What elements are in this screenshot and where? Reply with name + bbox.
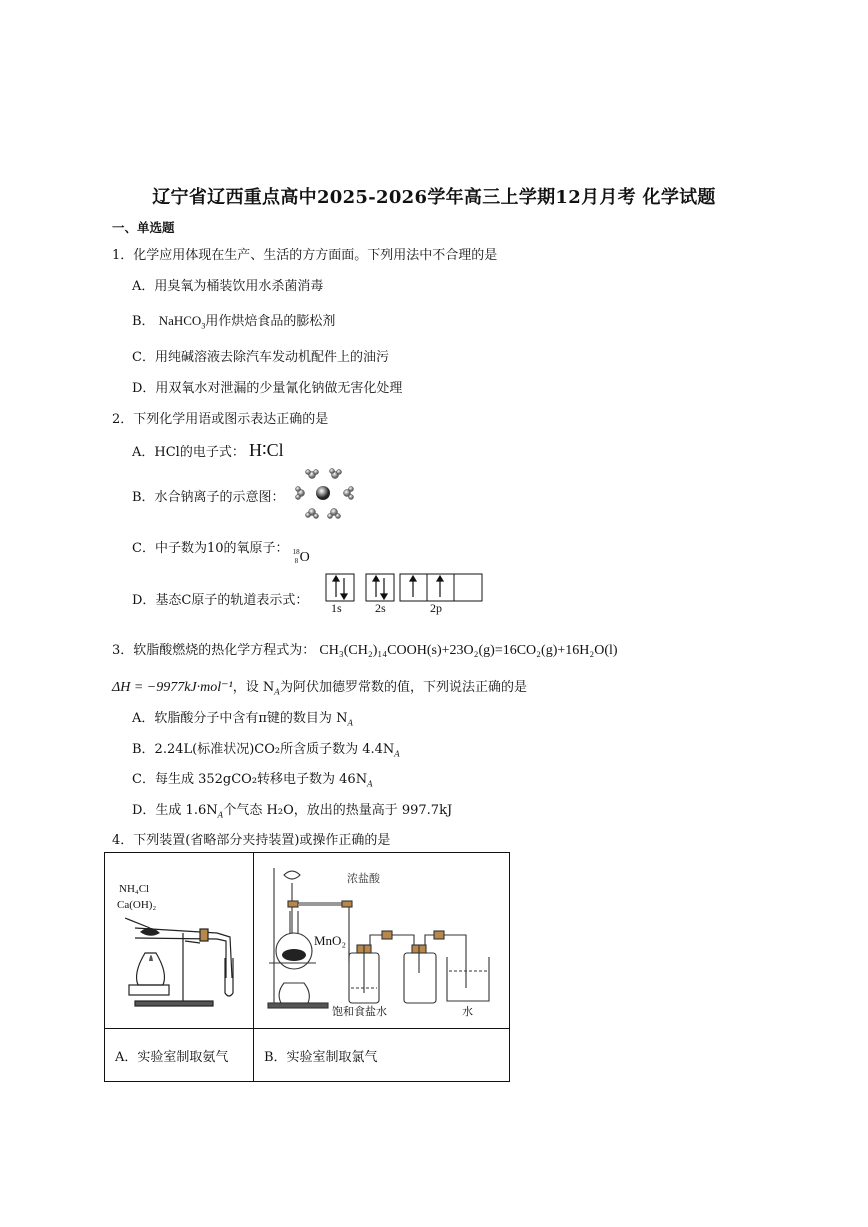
q3-option-c	[132, 768, 373, 789]
question-2-stem: 2．下列化学用语或图示表达正确的是	[112, 412, 329, 427]
q3-option-d	[132, 799, 452, 820]
orbital-label-2s: 2s	[375, 601, 386, 615]
q3-d-na-sub: A	[217, 810, 224, 820]
nh4cl-label: NH₄Cl	[119, 883, 150, 895]
q3-stem-text: 3．软脂酸燃烧的热化学方程式为：	[112, 643, 316, 658]
q1-option-d: D．用双氧水对泄漏的少量氰化钠做无害化处理	[132, 381, 403, 396]
orbital-label-2p: 2p	[430, 601, 442, 615]
q3-stem-end: 为阿伏加德罗常数的值，下列说法正确的是	[280, 680, 528, 695]
caoh2-label: Ca(OH)₂	[117, 899, 157, 911]
q1-option-b-prefix: B．	[132, 314, 155, 329]
q1-option-c: C．用纯碱溶液去除汽车发动机配件上的油污	[132, 350, 389, 365]
chlorine-apparatus-drawing	[254, 853, 509, 1028]
q3-option-d-post: 个气态 H₂O，放出的热量高于 997.7kJ	[223, 803, 453, 818]
apparatus-table	[104, 852, 510, 1082]
saturated-brine-label: 饱和食盐水	[332, 1005, 387, 1018]
oxygen-symbol: O	[299, 550, 310, 565]
water-label: 水	[462, 1005, 473, 1018]
q3-c-na-sub: A	[367, 779, 373, 789]
q3-na-sub: A	[274, 687, 281, 697]
q1-b-formula-main: NaHCO	[158, 313, 202, 328]
apparatus-a-cell	[105, 853, 254, 1029]
q3-enthalpy-line	[112, 676, 527, 697]
hydrated-sodium-ion-diagram	[292, 466, 358, 522]
q3-option-b-text: B．2.24L(标准状况)CO₂所含质子数为 4.4N	[132, 742, 395, 757]
q2-option-b-text: B．水合钠离子的示意图：	[132, 490, 285, 505]
oxygen-atomic-number: 8	[294, 557, 299, 565]
q3-a-na-sub: A	[347, 718, 354, 728]
mno2-label: MnO₂	[314, 933, 346, 948]
concentrated-hcl-label: 浓盐酸	[347, 872, 380, 885]
q1-b-formula-sub: 3	[201, 321, 206, 331]
q3-option-d-pre: D．生成 1.6N	[132, 803, 218, 818]
orbital-label-1s: 1s	[331, 601, 342, 615]
q1-option-b-formula	[158, 313, 206, 331]
q1-option-b-text: 用作烘焙食品的膨松剂	[205, 314, 336, 329]
orbital-diagram	[325, 573, 485, 603]
ammonia-apparatus-drawing	[105, 853, 253, 1028]
apparatus-b-cell	[254, 853, 510, 1029]
q3-option-b	[132, 738, 400, 759]
question-3-stem	[112, 639, 618, 659]
q3-enthalpy: ΔH = −9977kJ·mol⁻¹	[112, 680, 233, 695]
q3-option-a	[132, 707, 353, 728]
page-title: 辽宁省辽西重点高中2025-2026学年高三上学期12月月考 化学试题	[152, 187, 716, 208]
q1-option-b	[132, 310, 335, 331]
q2-option-c-text: C．中子数为10的氧原子：	[132, 541, 289, 556]
hcl-electron-formula: H∶Cl	[248, 440, 284, 460]
question-4-stem: 4．下列装置(省略部分夹持装置)或操作正确的是	[112, 833, 391, 848]
oxygen-mass-number: 18	[292, 548, 300, 556]
section-heading: 一、单选题	[112, 220, 175, 235]
q3-option-a-text: A．软脂酸分子中含有π键的数目为 N	[132, 711, 348, 726]
q2-option-a	[132, 440, 284, 461]
q3-option-c-text: C．每生成 352gCO₂转移电子数为 46N	[132, 772, 368, 787]
q3-thermochemical-equation: CH₃(CH₂)₁₄COOH(s)+23O₂(g)=16CO₂(g)+16H₂O(l)	[319, 643, 618, 658]
q2-option-d-text: D．基态C原子的轨道表示式：	[132, 593, 309, 608]
q3-na-text: ，设 N	[232, 680, 275, 695]
q1-option-a: A．用臭氧为桶装饮用水杀菌消毒	[132, 279, 324, 294]
caption-b: B．实验室制取氯气	[254, 1029, 510, 1082]
question-1-stem: 1．化学应用体现在生产、生活的方方面面。下列用法中不合理的是	[112, 248, 498, 263]
q3-b-na-sub: A	[394, 749, 401, 759]
q2-option-c	[132, 537, 315, 565]
caption-a: A．实验室制取氨气	[105, 1029, 254, 1082]
q2-option-a-text: A．HCl的电子式：	[132, 445, 245, 460]
